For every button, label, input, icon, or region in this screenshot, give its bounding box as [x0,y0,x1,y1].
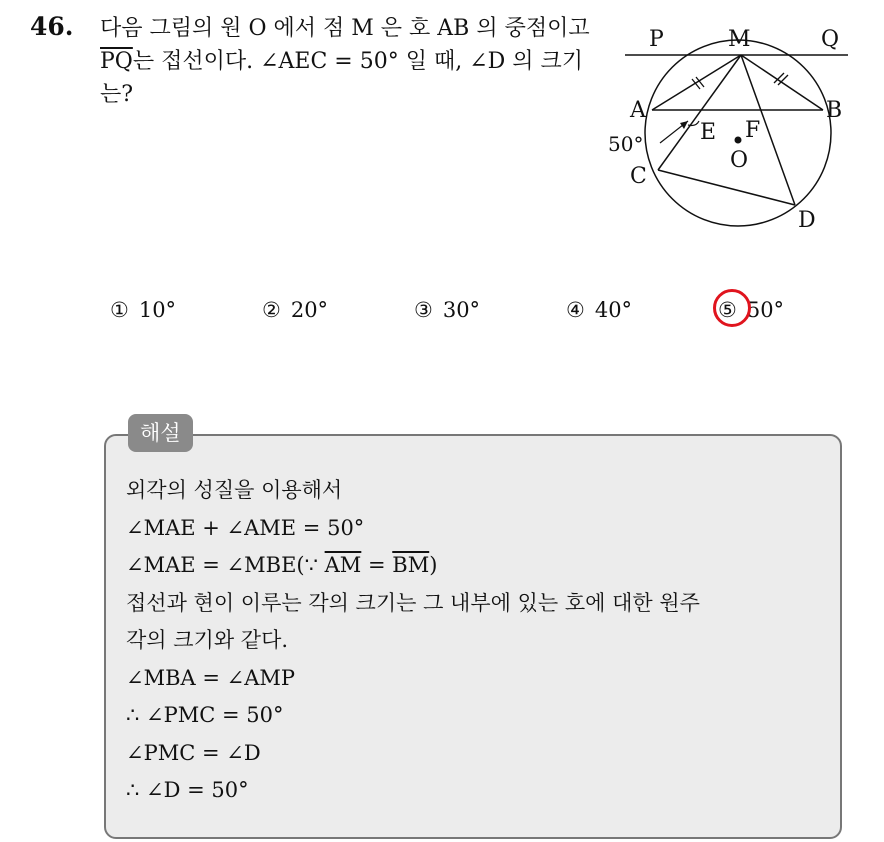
label-e: E [700,120,717,145]
choice-1[interactable] [110,298,176,322]
choice-1-mark: ① [110,298,129,322]
label-m: M [728,27,751,52]
choice-4-value: 40° [594,298,633,322]
question-text [100,12,590,111]
question-text-part1: 다음 그림의 원 O 에서 점 M 은 호 AB 의 중점이고 [100,16,590,41]
solution-line-3-start: ∠MAE = ∠MBE(∵ [126,553,325,577]
solution-line-3-end: ) [429,553,438,577]
arrow-head [680,121,688,129]
choice-1-value: 10° [138,298,177,322]
choice-5[interactable] [718,298,784,322]
choice-5-mark: ⑤ [718,298,737,322]
label-f: F [745,118,761,143]
segment-mc [658,55,741,170]
label-b: B [826,98,843,123]
label-q: Q [821,27,840,52]
solution-line-3 [126,547,836,585]
choice-2-value: 20° [290,298,329,322]
solution-line-7: ∴ ∠PMC = 50° [126,703,284,727]
choice-4[interactable] [566,298,632,322]
geometry-figure [600,15,860,235]
segment-ma [652,55,741,110]
choice-3[interactable] [414,298,480,322]
choice-2-mark: ② [262,298,281,322]
solution-line-6: ∠MBA = ∠AMP [126,665,296,690]
segment-mb [741,55,823,110]
selected-answer-circle [713,289,751,327]
label-a: A [630,98,646,123]
solution-line-2: ∠MAE + ∠AME = 50° [126,515,365,540]
arc-am: $\overline{AM}$ [324,553,362,577]
answer-choices [110,298,830,334]
choice-2[interactable] [262,298,328,322]
label-d: D [798,208,816,233]
question-text-part2: 는 접선이다. ∠AEC = 50° 일 때, ∠D 의 크기는? [100,49,584,107]
solution-line-5: 각의 크기와 같다. [126,628,289,652]
solution-content [126,472,836,810]
choice-4-mark: ④ [566,298,585,322]
label-p: P [649,27,664,52]
arc-bm: $\overline{BM}$ [392,553,430,577]
solution-line-1: 외각의 성질을 이용해서 [126,478,343,502]
choice-3-mark: ③ [414,298,433,322]
segment-pq: $\overline{PQ}$ [100,49,133,74]
center-point-o [735,137,742,144]
question-number: 46. [30,12,74,41]
label-angle-50: 50° [608,132,644,156]
label-c: C [630,164,647,189]
choice-3-value: 30° [442,298,481,322]
solution-tab: 해설 [128,414,193,452]
chord-cd [658,170,795,205]
solution-line-9: ∴ ∠D = 50° [126,778,249,802]
label-o: O [730,148,749,173]
solution-line-8: ∠PMC = ∠D [126,740,261,765]
solution-line-4: 접선과 현이 이루는 각의 크기는 그 내부에 있는 호에 대한 원주 [126,590,700,615]
solution-line-3-eq: = [361,553,393,577]
choice-5-value: 50° [746,298,785,322]
